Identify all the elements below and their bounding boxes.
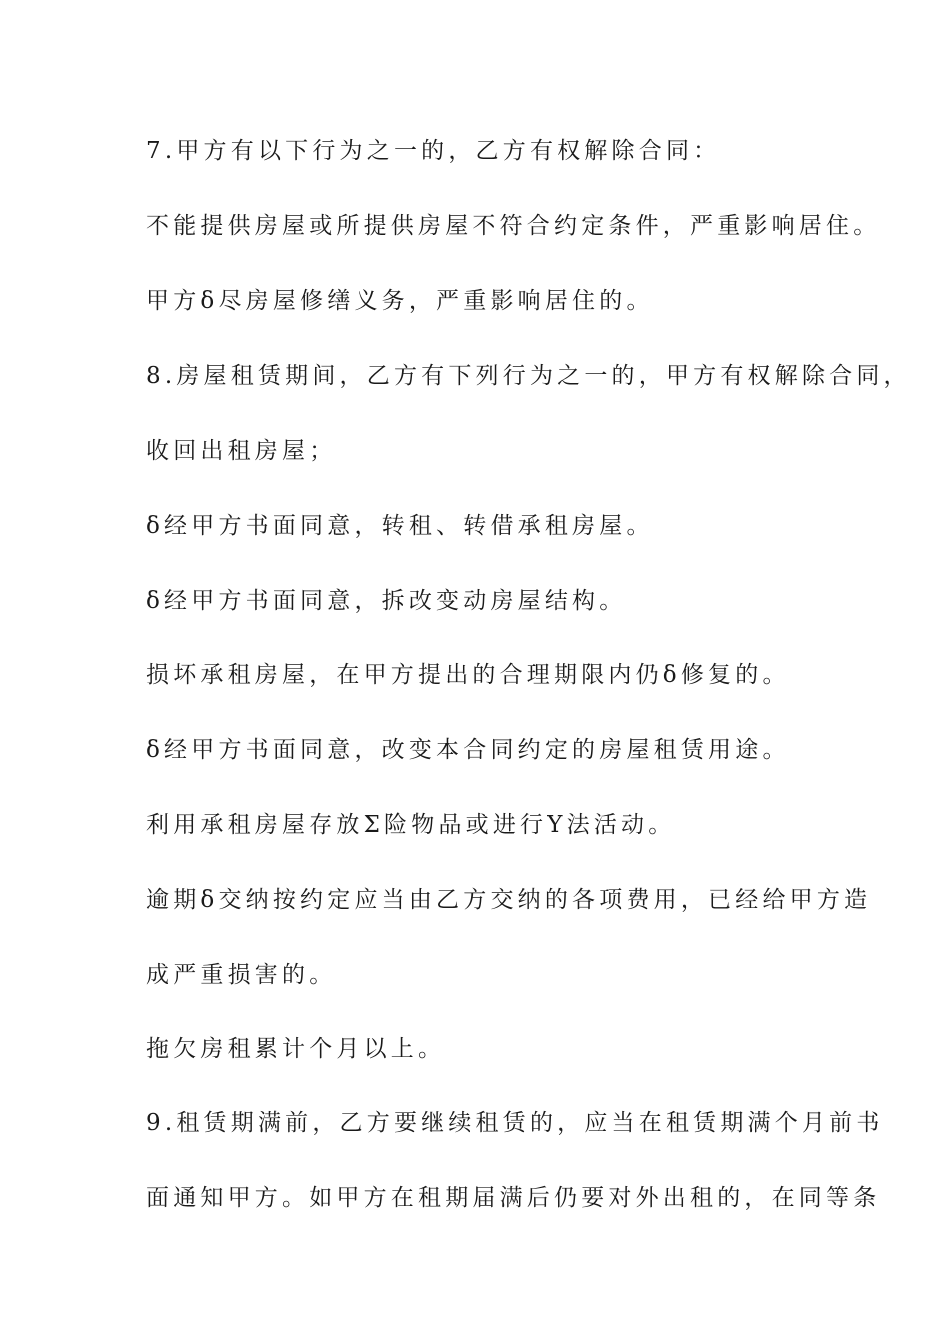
paragraph-clause-9: 9.租赁期满前，乙方要继续租赁的，应当在租赁期满个月前书 [146, 1110, 884, 1136]
paragraph-clause-7: 7.甲方有以下行为之一的，乙方有权解除合同： [146, 138, 721, 164]
list-item-alter-structure: δ经甲方书面同意，拆改变动房屋结构。 [146, 588, 627, 614]
list-item-change-use: δ经甲方书面同意，改变本合同约定的房屋租赁用途。 [146, 737, 790, 763]
list-item-damage: 损坏承租房屋，在甲方提出的合理期限内仍δ修复的。 [146, 662, 790, 688]
list-item-no-repair: 甲方δ尽房屋修缮义务，严重影响居住的。 [146, 288, 654, 314]
list-item-rent-arrears: 拖欠房租累计个月以上。 [146, 1036, 446, 1062]
paragraph-clause-8-continued: 收回出租房屋； [146, 438, 337, 464]
list-item-sublet: δ经甲方书面同意，转租、转借承租房屋。 [146, 513, 654, 539]
list-item-no-suitable-house: 不能提供房屋或所提供房屋不符合约定条件，严重影响居住。 [146, 213, 881, 239]
list-item-overdue-fees-continued: 成严重损害的。 [146, 962, 337, 988]
paragraph-clause-8: 8.房屋租赁期间，乙方有下列行为之一的，甲方有权解除合同， [146, 363, 911, 389]
paragraph-clause-9-continued: 面通知甲方。如甲方在租期届满后仍要对外出租的，在同等条 [146, 1185, 881, 1211]
list-item-dangerous-goods: 利用承租房屋存放Σ险物品或进行Y法活动。 [146, 812, 676, 838]
list-item-overdue-fees: 逾期δ交纳按约定应当由乙方交纳的各项费用，已经给甲方造 [146, 887, 872, 913]
